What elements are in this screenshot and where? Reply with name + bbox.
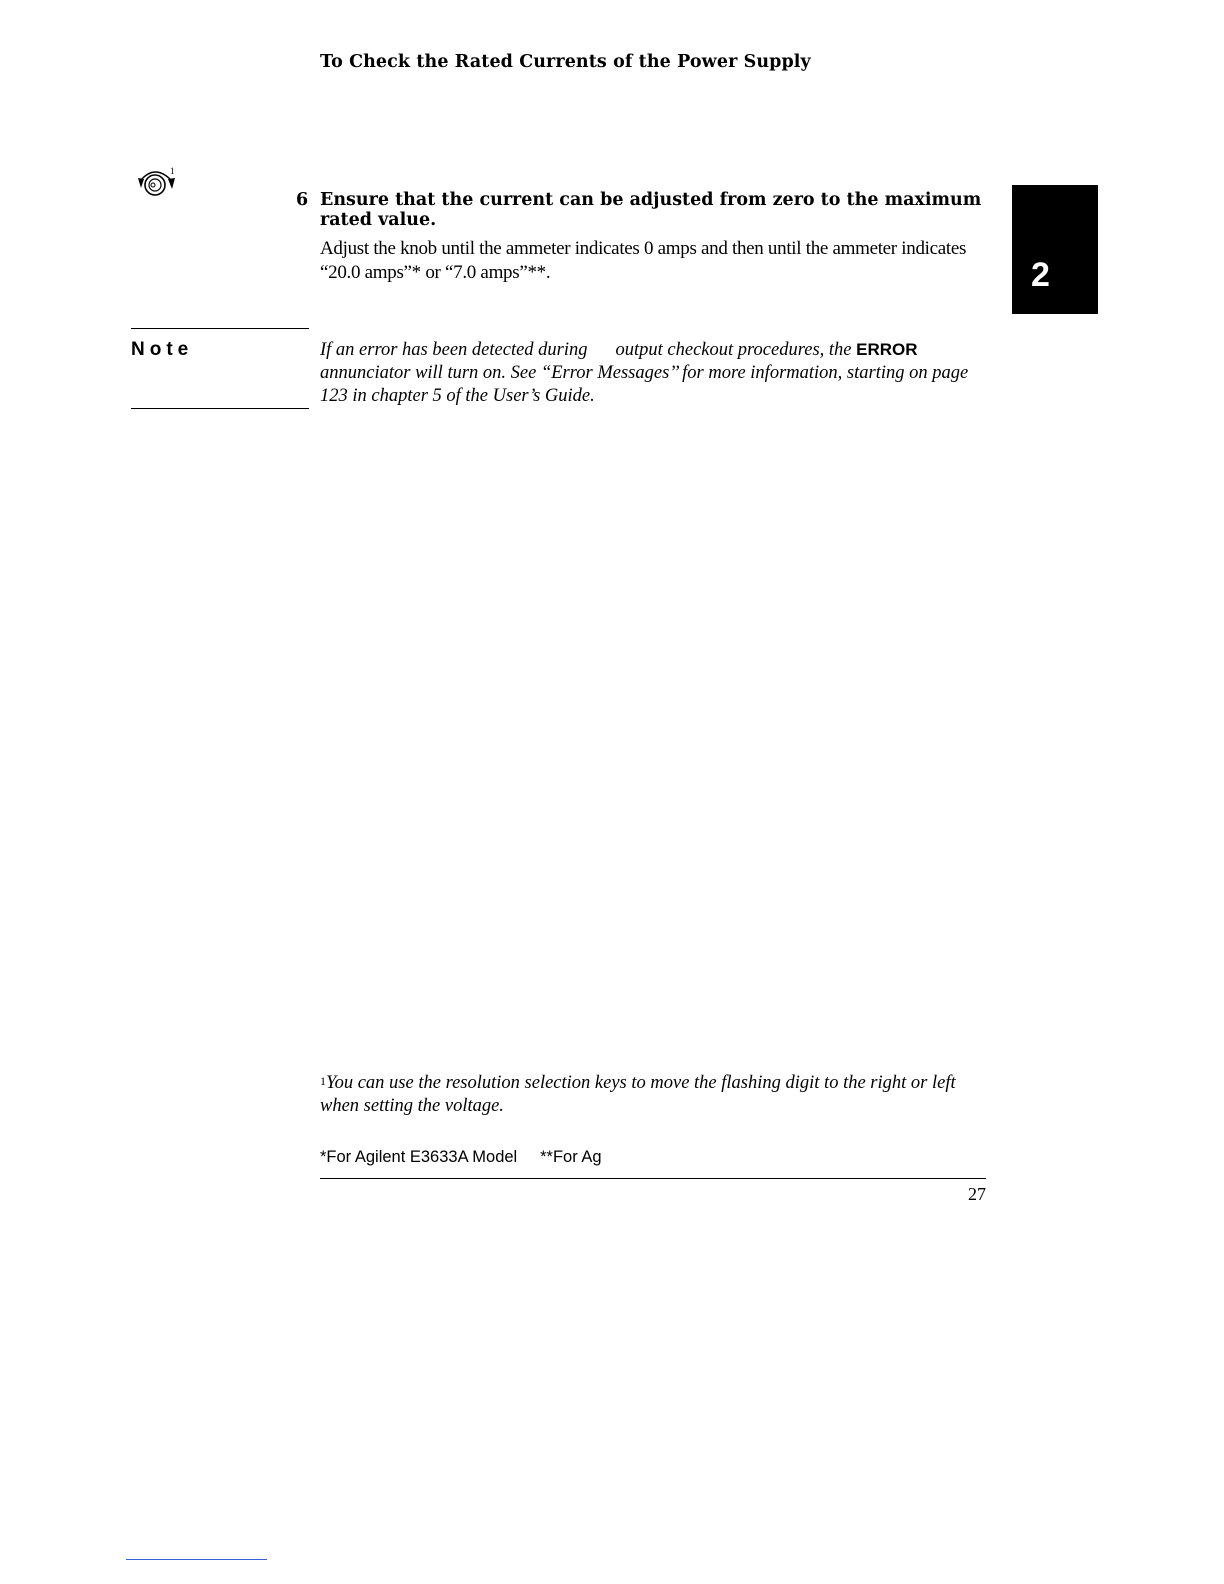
- knob-icon: [133, 166, 181, 202]
- footer-rule: [320, 1178, 986, 1179]
- error-annunciator-label: ERROR: [856, 340, 918, 359]
- knob-superscript: 1: [170, 166, 175, 176]
- note-text-part2: output checkout procedures, the: [615, 340, 852, 360]
- note-text-part3: annunciator will turn on. See “Error Messages’’ for more information, starting on page 123 in chapter 5 of the User’s Guide.: [320, 363, 969, 406]
- model-notes: [320, 1148, 602, 1167]
- bottom-link-line[interactable]: [126, 1559, 267, 1560]
- note-rule-bottom: [131, 408, 309, 409]
- step-heading: Ensure that the current can be adjusted from zero to the maximum rated value.: [320, 190, 982, 230]
- note-label: Note: [131, 339, 194, 360]
- note-text-part1: If an error has been detected during: [320, 340, 588, 360]
- footnote-marker: 1: [320, 1074, 326, 1088]
- chapter-tab: [1012, 185, 1098, 314]
- step-body: Adjust the knob until the ammeter indicates 0 amps and then until the ammeter indicates “20.0 amps”* or “7.0 amps”**.: [320, 238, 967, 283]
- chapter-number: 2: [1031, 256, 1050, 294]
- footnote-text: You can use the resolution selection keys to move the flashing digit to the right or left when setting the voltage.: [320, 1073, 956, 1116]
- note-text: [320, 338, 990, 408]
- page-number: 27: [968, 1184, 986, 1204]
- page-header: To Check the Rated Currents of the Power Supply: [320, 52, 811, 72]
- footnote: [320, 1072, 990, 1118]
- model-note-first: *For Agilent E3633A Model: [320, 1148, 518, 1166]
- step-number: 6: [296, 190, 309, 210]
- model-note-second: **For Ag: [540, 1148, 602, 1166]
- note-rule-top: [131, 328, 309, 329]
